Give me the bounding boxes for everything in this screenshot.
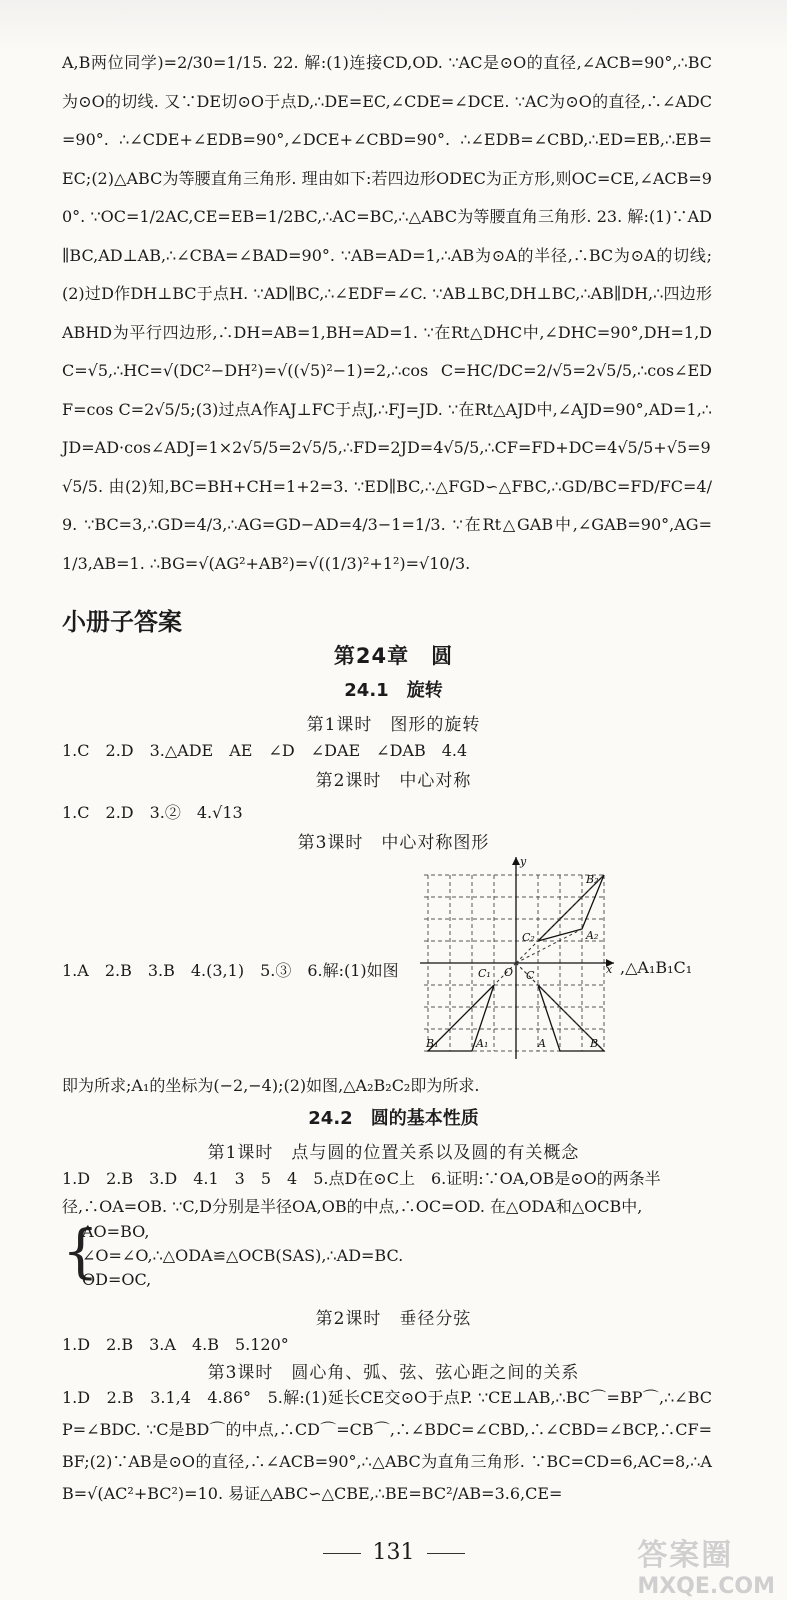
- answer-line-lesson-4-a: 1.D 2.B 3.D 4.1 3 5 4 5.点D在⊙C上 6.证明:∵OA,OB是⊙O的两条半: [62, 1169, 661, 1188]
- lesson-heading-5: 第2课时 垂径分弦: [315, 1309, 472, 1329]
- answer-line-lesson-3: 1.A 2.B 3.B 4.(3,1) 5.③ 6.解:(1)如图: [62, 961, 399, 980]
- watermark-line-1: 答案圈: [637, 1538, 734, 1573]
- point-label-b: B: [590, 1037, 599, 1050]
- lesson-heading-3: 第3课时 中心对称图形: [297, 833, 490, 853]
- page-number-text: 131: [372, 1540, 415, 1565]
- point-label-c1: C₁: [478, 967, 491, 980]
- origin-label: O: [504, 966, 514, 979]
- system-brace: {: [62, 1217, 99, 1285]
- answer-paragraph-lesson-6: 1.D 2.B 3.1,4 4.86° 5.解:(1)延长CE交⊙O于点P. ∵CE⊥AB,∴BC⌒=BP⌒,∴∠BCP=∠BDC. ∵C是BD⌒的中点,∴CD⌒=CB⌒,∴∠BDC=∠CBD,∴∠CBD=∠BCP,∴CF=BF;(2)∵AB是⊙O的直径,∴∠ACB=90°,∴△ABC为直角三角形. ∵BC=CD=6,AC=8,∴AB=√(AC²+BC²)=10. 易证△ABC∽△CBE,∴BE=BC²/AB=3.6,CE=: [62, 1388, 712, 1503]
- proof-line-1: AO=BO,: [82, 1222, 150, 1241]
- proof-line-3: OD=OC,: [82, 1270, 152, 1289]
- point-label-c2: C₂: [522, 931, 535, 944]
- page-number-dash-right: [427, 1553, 465, 1554]
- booklet-answers-title: 小册子答案: [62, 608, 182, 636]
- answer-line-lesson-1: 1.C 2.D 3.△ADE AE ∠D ∠DAE ∠DAB 4.4: [62, 741, 468, 760]
- proof-line-2: ∠O=∠O,∴△ODA≌△OCB(SAS),∴AD=BC.: [82, 1246, 404, 1265]
- scan-noise: [0, 0, 787, 50]
- watermark: [637, 1530, 775, 1599]
- answer-line-lesson-3-cont: 即为所求;A₁的坐标为(−2,−4);(2)如图,△A₂B₂C₂即为所求.: [62, 1076, 480, 1095]
- lesson-heading-4: 第1课时 点与圆的位置关系以及圆的有关概念: [207, 1143, 580, 1163]
- answer-paragraph-22-23: A,B两位同学)=2/30=1/15. 22. 解:(1)连接CD,OD. ∵AC是⊙O的直径,∠ACB=90°,∴BC为⊙O的切线. 又∵DE切⊙O于点D,∴DE=EC,∠CDE=∠DCE. ∵AC为⊙O的直径,∴∠ADC=90°. ∴∠CDE+∠EDB=90°,∠DCE+∠CBD=90°. ∴∠EDB=∠CBD,∴ED=EB,∴EB=EC;(2)△ABC为等腰直角三角形. 理由如下:若四边形ODEC为正方形,则OC=CE,∠ACB=90°. ∵OC=1/2AC,CE=EB=1/2BC,∴AC=BC,∴△ABC为等腰直角三角形. 23. 解:(1)∵AD∥BC,AD⊥AB,∴∠CBA=∠BAD=90°. ∵AB=AD=1,∴AB为⊙A的半径,∴BC为⊙A的切线;(2)过D作DH⊥BC于点H. ∵AD∥BC,∴∠EDF=∠C. ∵AB⊥BC,DH⊥BC,∴AB∥DH,∴四边形ABHD为平行四边形,∴DH=AB=1,BH=AD=1. ∵在Rt△DHC中,∠DHC=90°,DH=1,DC=√5,∴HC=√(DC²−DH²)=√((√5)²−1)=2,∴cos C=HC/DC=2/√5=2√5/5,∴cos∠EDF=cos C=2√5/5;(3)过点A作AJ⊥FC于点J,∴FJ=JD. ∵在Rt△AJD中,∠AJD=90°,AD=1,∴JD=AD·cos∠ADJ=1×2√5/5=2√5/5,∴FD=2JD=4√5/5,∴CF=FD+DC=4√5/5+√5=9√5/5. 由(2)知,BC=BH+CH=1+2=3. ∵ED∥BC,∴△FGD∽△FBC,∴GD/BC=FD/FC=4/9. ∵BC=3,∴GD=4/3,∴AG=GD−AD=4/3−1=1/3. ∵在Rt△GAB中,∠GAB=90°,AG=1/3,AB=1. ∴BG=√(AG²+AB²)=√((1/3)²+1²)=√10/3.: [62, 53, 712, 573]
- lesson-heading-2: 第2课时 中心对称: [315, 771, 472, 791]
- answer-line-lesson-4-b: 径,∴OA=OB. ∵C,D分别是半径OA,OB的中点,∴OC=OD. 在△ODA和△OCB中,: [62, 1197, 643, 1216]
- answer-line-lesson-2: 1.C 2.D 3.② 4.√13: [62, 803, 243, 822]
- point-label-a2: A₂: [586, 929, 599, 942]
- point-label-b1: B₁: [426, 1037, 439, 1050]
- point-label-a: A: [538, 1037, 546, 1050]
- answer-line-lesson-3-tail: ,△A₁B₁C₁: [620, 958, 693, 977]
- section-heading-24-2: 24.2 圆的基本性质: [308, 1108, 479, 1129]
- section-heading-24-1: 24.1 旋转: [344, 680, 443, 701]
- page-number-dash-left: [323, 1553, 361, 1554]
- lesson-heading-6: 第3课时 圆心角、弧、弦、弦心距之间的关系: [207, 1363, 580, 1383]
- coordinate-grid-figure: [420, 855, 620, 1060]
- lesson-heading-1: 第1课时 图形的旋转: [306, 715, 481, 735]
- point-label-a1: A₁: [476, 1037, 489, 1050]
- y-axis-arrow: [512, 857, 520, 865]
- axis-x-label: x: [606, 963, 613, 976]
- point-label-c: C: [526, 969, 535, 982]
- point-label-b2: B₂: [586, 873, 599, 886]
- answer-line-lesson-5: 1.D 2.B 3.A 4.B 5.120°: [62, 1335, 289, 1354]
- axis-y-label: y: [520, 855, 527, 868]
- chapter-heading: 第24章 圆: [333, 644, 454, 668]
- watermark-line-2: MXQE.COM: [637, 1574, 775, 1599]
